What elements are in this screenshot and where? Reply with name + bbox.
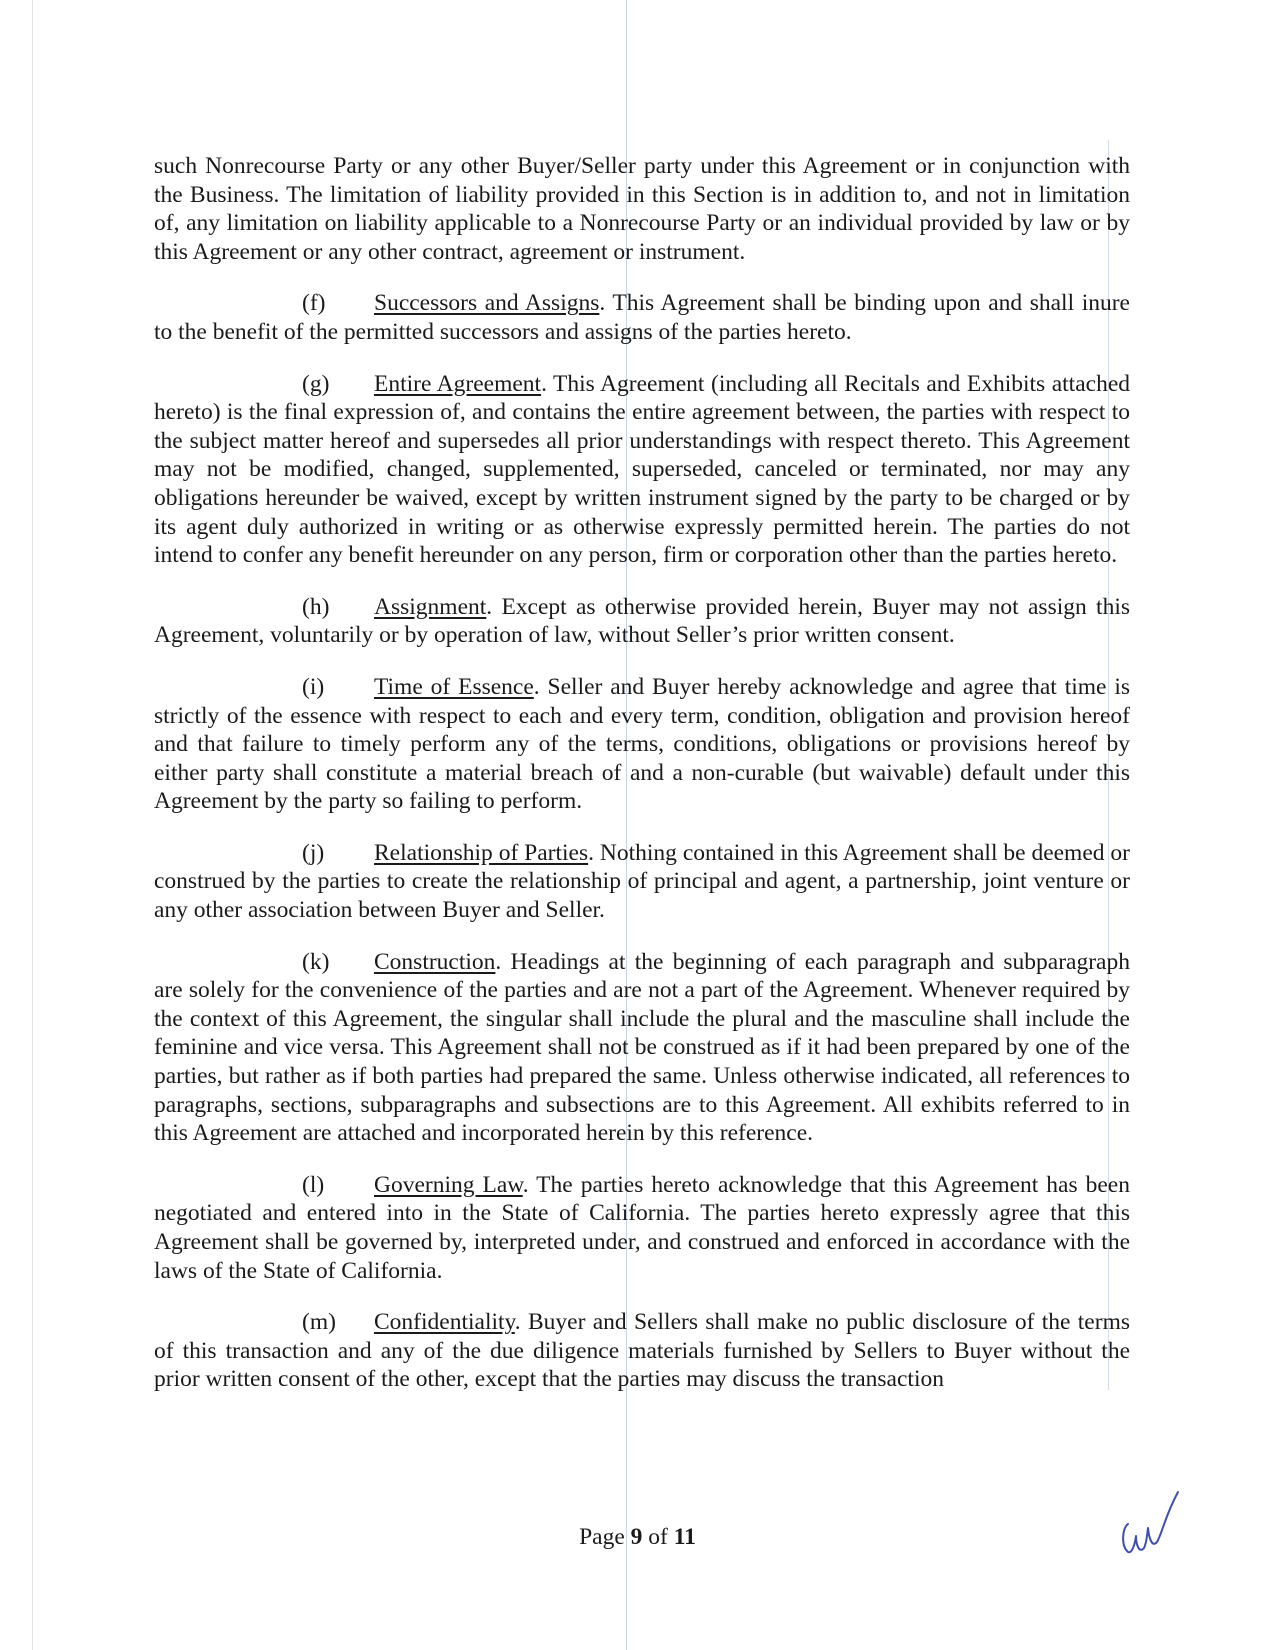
section-number: (g): [302, 370, 330, 397]
of-label: of: [648, 1524, 668, 1550]
section-heading: Construction: [374, 948, 496, 975]
initials-signature: [1118, 1486, 1188, 1556]
section-text: . Seller and Buyer hereby acknowledge and agree that time is strictly of the essence with respect to each and every term, condition, obligation and provision hereof and that failure to timely perform any of the terms, conditions, obligations or provisions hereof by either party shall constitute a material breach of and a non-curable (but waivable) default under this Agreement by the party so failing to perform.: [154, 673, 1131, 815]
section-m: [154, 1308, 1130, 1394]
section-number: (l): [302, 1171, 325, 1198]
section-number: (j): [302, 839, 325, 866]
section-i: [154, 673, 1130, 816]
page-number: 9: [630, 1524, 643, 1550]
section-text: . Headings at the beginning of each paragraph and subparagraph are solely for the convenience of the parties and are not a part of the Agreement. Whenever required by the context of this Agreement, the singular shall include the plural and the masculine shall include the feminine and vice versa. This Agreement shall not be construed as if it had been prepared by one of the parties, but rather as if both parties had prepared the same. Unless otherwise indicated, all references to paragraphs, sections, subparagraphs and subsections are to this Agreement. All exhibits referred to in this Agreement are attached and incorporated herein by this reference.: [154, 948, 1130, 1147]
section-number: (h): [302, 593, 330, 620]
section-f: [154, 289, 1130, 346]
section-l: [154, 1171, 1130, 1285]
scan-edge-line: [32, 0, 33, 1650]
page-label: Page: [579, 1524, 625, 1550]
section-heading: Governing Law: [374, 1171, 523, 1198]
section-g: [154, 370, 1130, 570]
section-text: . The parties hereto acknowledge that this Agreement has been negotiated and entered into in the State of California. The parties hereto expressly agree that this Agreement shall be governed by, interpreted under, and construed and enforced in accordance with the laws of the State of California.: [154, 1171, 1130, 1284]
section-text: . Except as otherwise provided herein, Buyer may not assign this Agreement, voluntarily or by operation of law, without Seller’s prior written consent.: [154, 593, 1130, 649]
section-text: . This Agreement shall be binding upon and shall inure to the benefit of the permitted successors and assigns of the parties hereto.: [154, 290, 1130, 345]
section-k: [154, 948, 1130, 1148]
page-total: 11: [673, 1524, 696, 1550]
section-text: . Buyer and Sellers shall make no public disclosure of the terms of this transaction and any of the due diligence materials furnished by Sellers to Buyer without the prior written consent of the other, except that the parties may discuss the transaction: [154, 1309, 1130, 1393]
section-number: (k): [302, 948, 330, 975]
section-j: [154, 839, 1130, 925]
section-heading: Successors and Assigns: [374, 290, 600, 317]
section-text: . Nothing contained in this Agreement shall be deemed or construed by the parties to create the relationship of principal and agent, a partnership, joint venture or any other association between Buyer and Seller.: [154, 839, 1130, 924]
document-body: [154, 152, 1130, 1417]
section-number: (m): [302, 1309, 336, 1336]
page-footer: [0, 1524, 1275, 1551]
section-heading: Assignment: [374, 593, 487, 620]
section-number: (i): [302, 673, 325, 700]
section-text: . This Agreement (including all Recitals and Exhibits attached hereto) is the final expression of, and contains the entire agreement between, the parties with respect to the subject matter hereof and supersedes all prior understandings with respect thereto. This Agreement may not be modified, changed, supplemented, superseded, canceled or terminated, nor may any obligations hereunder be waived, except by written instrument signed by the party to be charged or by its agent duly authorized in writing or as otherwise expressly permitted herein. The parties do not intend to confer any benefit hereunder on any person, firm or corporation other than the parties hereto.: [154, 370, 1130, 569]
section-heading: Entire Agreement: [374, 370, 542, 397]
section-heading: Time of Essence: [374, 673, 534, 700]
intro-paragraph: such Nonrecourse Party or any other Buyer/Seller party under this Agreement or in conjunction with the Business. The limitation of liability provided in this Section is in addition to, and not in limitation of, any limitation on liability applicable to a Nonrecourse Party or an individual provided by law or by this Agreement or any other contract, agreement or instrument.: [154, 153, 1130, 265]
section-number: (f): [302, 290, 326, 317]
section-h: [154, 593, 1130, 650]
section-heading: Confidentiality: [374, 1309, 515, 1336]
section-heading: Relationship of Parties: [374, 839, 589, 866]
